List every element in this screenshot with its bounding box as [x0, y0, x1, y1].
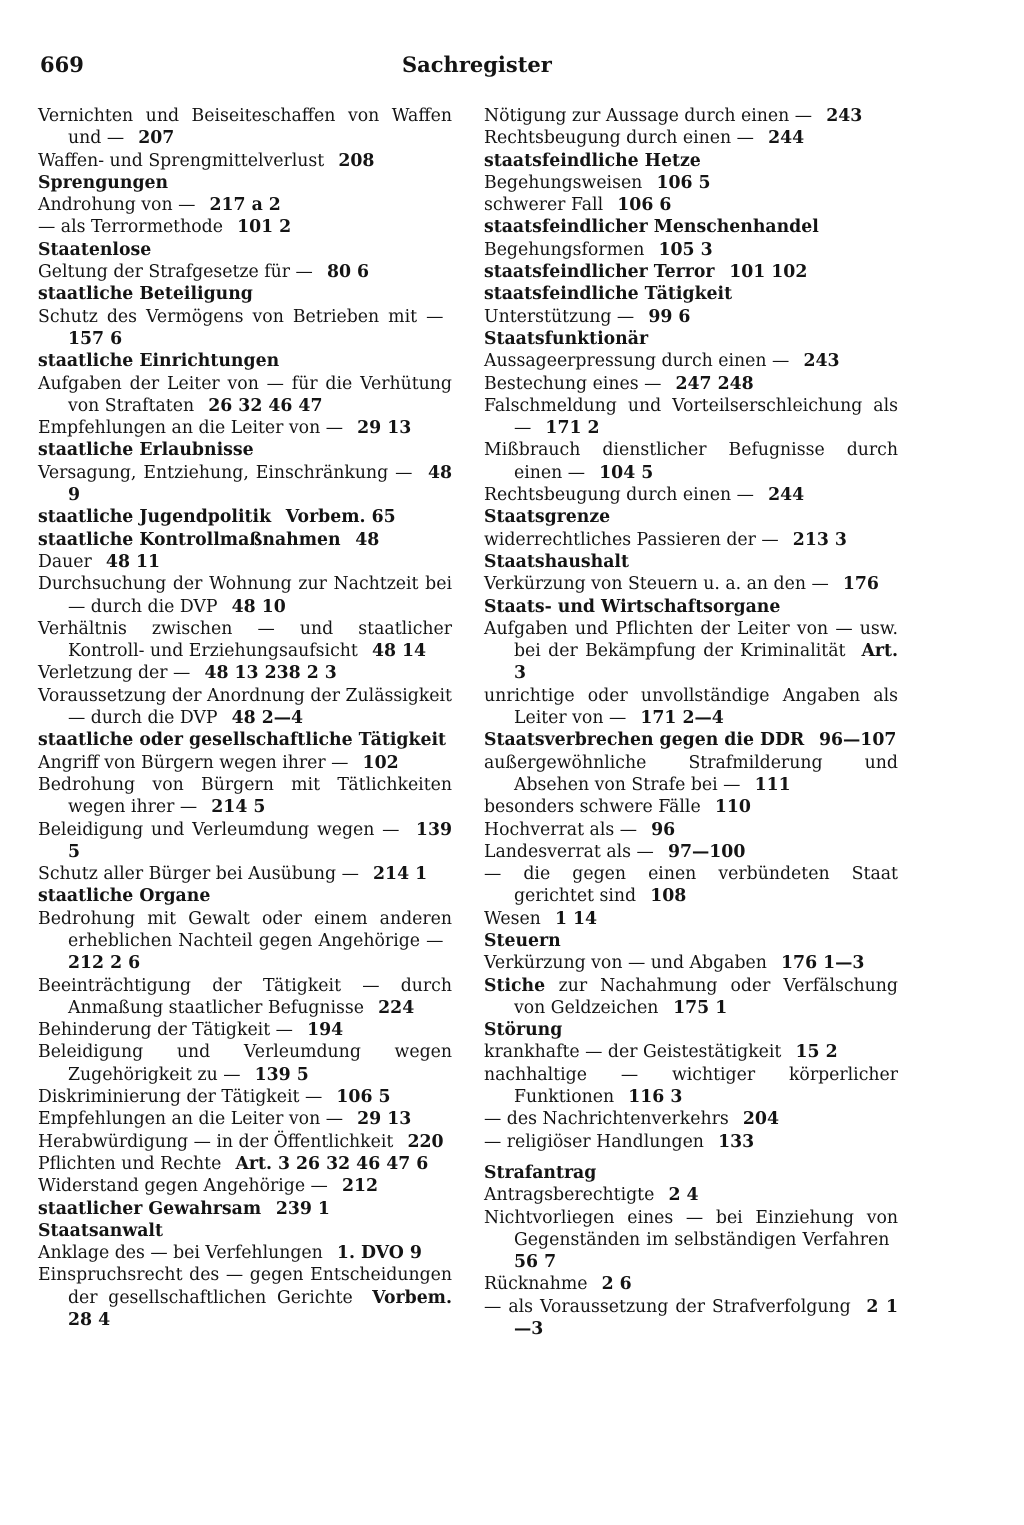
entry-text: Voraussetzung der Anordnung der Zulässigkeit — durch die DVP	[38, 685, 452, 729]
entry-text: Begehungsweisen	[484, 172, 643, 193]
entry-text: staatsfeindliche Hetze	[484, 150, 701, 171]
index-entry	[38, 216, 452, 238]
index-entry	[484, 1064, 898, 1109]
entry-text: Verkürzung von — und Abgaben	[484, 953, 767, 974]
entry-reference: 2 1—3	[514, 1296, 898, 1340]
entry-reference: 110	[714, 797, 751, 818]
page-number: 669	[40, 52, 84, 77]
entry-reference: 214 5	[211, 797, 266, 818]
entry-reference: 175 1	[673, 997, 728, 1018]
entry-text-continued: zur Nachahmung oder Verfälschung von Geldzeichen	[514, 975, 898, 1018]
entry-text: Empfehlungen an die Leiter von —	[38, 418, 343, 439]
entry-text: schwerer Fall	[484, 195, 604, 216]
entry-text: Staatsanwalt	[38, 1220, 163, 1241]
entry-text: Staatenlose	[38, 239, 152, 260]
entry-text: Androhung von —	[38, 195, 196, 216]
entry-text: Herabwürdigung — in der Öffentlichkeit	[38, 1131, 394, 1152]
entry-text: Einspruchsrecht des — gegen Entscheidungen der gesellschaftlichen Gerichte	[38, 1265, 452, 1308]
index-entry	[38, 908, 452, 975]
index-entry	[38, 261, 452, 283]
entry-text: Strafantrag	[484, 1162, 597, 1183]
index-entry	[484, 439, 898, 484]
entry-text: Unterstützung —	[484, 306, 635, 327]
index-heading	[484, 261, 898, 283]
entry-reference: 48 13 238 2 3	[204, 663, 337, 684]
entry-text: außergewöhnliche Strafmilderung und Absehen von Strafe bei —	[484, 752, 898, 795]
entry-text: Steuern	[484, 930, 561, 951]
entry-reference: 96—107	[818, 730, 897, 751]
index-entry	[38, 1019, 452, 1041]
entry-reference: 101 102	[729, 262, 808, 283]
entry-text: Wesen	[484, 908, 541, 929]
index-entry	[484, 1108, 898, 1130]
entry-reference: 104 5	[599, 462, 654, 483]
index-entry	[38, 1153, 452, 1175]
entry-text: Verhältnis zwischen — und staatlicher Kontroll- und Erziehungsaufsicht	[38, 618, 452, 662]
entry-text: Widerstand gegen Angehörige —	[38, 1176, 328, 1197]
entry-text: Aufgaben der Leiter von — für die Verhütung von Straftaten	[38, 373, 452, 416]
entry-text: Aufgaben und Pflichten der Leiter von — usw. bei der Bekämpfung der Kriminalität	[484, 618, 898, 662]
index-heading	[38, 239, 452, 261]
index-heading	[484, 506, 898, 528]
entry-reference: 244	[768, 128, 805, 149]
entry-text: Sprengungen	[38, 172, 169, 193]
entry-reference: 106 5	[336, 1087, 391, 1108]
entry-reference: 176	[842, 574, 879, 595]
index-heading	[38, 439, 452, 461]
index-entry	[38, 1086, 452, 1108]
entry-reference: 239 1	[275, 1198, 330, 1219]
entry-text: staatsfeindlicher Menschenhandel	[484, 217, 819, 238]
index-entry	[484, 819, 898, 841]
entry-text: widerrechtliches Passieren der —	[484, 529, 779, 550]
index-entry	[38, 774, 452, 819]
entry-text: staatsfeindlicher Terror	[484, 262, 715, 283]
entry-text: Hochverrat als —	[484, 819, 638, 840]
entry-text: Falschmeldung und Vorteilserschleichung als —	[484, 395, 898, 439]
index-entry	[484, 194, 898, 216]
index-heading	[38, 1198, 452, 1220]
index-entry	[38, 573, 452, 618]
index-entry	[38, 618, 452, 663]
entry-text: Anklage des — bei Verfehlungen	[38, 1243, 323, 1264]
entry-reference: 139 5	[68, 819, 452, 862]
index-entry	[484, 908, 898, 930]
entry-text: staatliche Kontrollmaßnahmen	[38, 529, 341, 550]
entry-text: Waffen- und Sprengmittelverlust	[38, 150, 325, 171]
index-heading	[484, 216, 898, 238]
entry-reference: 243	[826, 106, 863, 126]
index-entry	[484, 618, 898, 685]
index-entry	[484, 529, 898, 551]
entry-reference: 116 3	[628, 1087, 683, 1108]
entry-reference: 106 5	[656, 172, 711, 193]
entry-text: staatliche Jugendpolitik	[38, 507, 272, 528]
entry-reference: 157 6	[68, 328, 123, 349]
entry-text: Bedrohung mit Gewalt oder einem anderen erheblichen Nachteil gegen Angehörige —	[38, 908, 452, 951]
entry-text: Geltung der Strafgesetze für —	[38, 262, 313, 283]
index-entry	[38, 1175, 452, 1197]
index-entry	[38, 462, 452, 507]
index-heading	[38, 885, 452, 907]
index-heading	[484, 150, 898, 172]
entry-text: nachhaltige — wichtiger körperlicher Funktionen	[484, 1064, 898, 1108]
entry-reference: 208	[338, 150, 375, 171]
entry-reference: 244	[768, 485, 805, 506]
entry-text: Schutz aller Bürger bei Ausübung —	[38, 864, 359, 885]
index-heading	[484, 930, 898, 952]
entry-text: Staatsverbrechen gegen die DDR	[484, 730, 805, 751]
entry-text: Diskriminierung der Tätigkeit —	[38, 1087, 323, 1108]
entry-text: staatliche Beteiligung	[38, 284, 253, 305]
index-entry	[38, 685, 452, 730]
entry-text: Nötigung zur Aussage durch einen —	[484, 106, 813, 126]
entry-reference: 29 13	[357, 1109, 412, 1130]
index-entry	[38, 975, 452, 1020]
entry-text: Rücknahme	[484, 1274, 588, 1295]
index-entry	[38, 1108, 452, 1130]
entry-reference: 96	[651, 819, 676, 840]
entry-text: Staats- und Wirtschaftsorgane	[484, 596, 781, 617]
entry-text: Dauer	[38, 551, 92, 572]
entry-text: Verletzung der —	[38, 663, 191, 684]
entry-text: — als Terrormethode	[38, 217, 223, 238]
index-entry	[484, 105, 898, 127]
entry-text: Stiche	[484, 975, 546, 996]
entry-text: Pflichten und Rechte	[38, 1153, 222, 1174]
entry-text: besonders schwere Fälle	[484, 797, 701, 818]
entry-text: Rechtsbeugung durch einen —	[484, 485, 754, 506]
entry-text: — religiöser Handlungen	[484, 1131, 704, 1152]
entry-reference: 133	[718, 1131, 755, 1152]
entry-text: Begehungsformen	[484, 239, 645, 260]
entry-text: staatliche Erlaubnisse	[38, 440, 254, 461]
entry-reference: 48	[355, 529, 380, 550]
index-heading	[484, 551, 898, 573]
entry-reference: 2 4	[668, 1185, 699, 1206]
entry-reference: 48 11	[105, 551, 161, 572]
entry-reference: 101 2	[237, 217, 292, 238]
page-title: Sachregister	[402, 52, 552, 77]
index-entry	[484, 172, 898, 194]
page-header	[40, 52, 552, 82]
index-entry	[484, 373, 898, 395]
entry-reference: 214 1	[373, 864, 428, 885]
entry-text: — als Voraussetzung der Strafverfolgung	[484, 1296, 851, 1317]
entry-text: Verkürzung von Steuern u. a. an den —	[484, 574, 829, 595]
entry-reference: 220	[407, 1131, 444, 1152]
entry-reference: 108	[650, 886, 687, 907]
entry-text: Staatsfunktionär	[484, 328, 649, 349]
index-heading	[484, 283, 898, 305]
entry-reference: 111	[754, 774, 791, 795]
index-heading	[484, 975, 898, 1020]
entry-reference: 2 6	[601, 1274, 632, 1295]
entry-text: Beeinträchtigung der Tätigkeit — durch Anmaßung staatlicher Befugnisse	[38, 975, 452, 1018]
entry-reference: 48 9	[68, 462, 452, 506]
index-entry	[484, 1131, 898, 1153]
index-heading	[484, 729, 898, 751]
entry-text: Beleidigung und Verleumdung wegen —	[38, 819, 400, 840]
index-entry	[484, 841, 898, 863]
entry-text: Staatsgrenze	[484, 507, 611, 528]
entry-reference: Art. 3 26 32 46 47 6	[235, 1153, 429, 1174]
entry-reference: 1. DVO 9	[336, 1243, 422, 1264]
index-entry	[484, 573, 898, 595]
index-heading	[38, 350, 452, 372]
entry-reference: 48 10	[231, 596, 286, 617]
entry-text: — die gegen einen verbündeten Staat gerichtet sind	[484, 864, 898, 907]
index-column-left	[38, 105, 452, 1331]
index-entry	[38, 373, 452, 418]
entry-reference: 15 2	[795, 1042, 838, 1063]
index-entry	[484, 1207, 898, 1274]
index-entry	[484, 863, 898, 908]
entry-reference: 212 2 6	[68, 953, 141, 974]
entry-reference: 176 1—3	[781, 953, 865, 974]
index-entry	[484, 1041, 898, 1063]
entry-text: staatsfeindliche Tätigkeit	[484, 284, 733, 305]
entry-reference: 213 3	[792, 529, 847, 550]
index-heading	[38, 529, 452, 551]
index-entry	[38, 1264, 452, 1331]
entry-text: Staatshaushalt	[484, 551, 629, 572]
entry-reference: 212	[341, 1176, 379, 1197]
index-entry	[484, 752, 898, 797]
entry-text: Landesverrat als —	[484, 841, 654, 862]
index-entry	[484, 796, 898, 818]
index-entry	[484, 127, 898, 149]
index-entry	[484, 484, 898, 506]
entry-text: Mißbrauch dienstlicher Befugnisse durch einen —	[484, 440, 898, 483]
entry-reference: 26 32 46 47	[208, 395, 323, 416]
index-entry	[38, 194, 452, 216]
index-heading	[484, 1019, 898, 1041]
entry-reference: 207	[138, 128, 175, 149]
entry-reference: 102	[362, 752, 399, 773]
entry-text: Nichtvorliegen eines — bei Einziehung von Gegenständen im selbständigen Verfahren	[484, 1207, 898, 1250]
index-heading	[38, 729, 452, 751]
index-entry	[38, 819, 452, 864]
entry-reference: 171 2	[545, 418, 600, 439]
entry-text: Antragsberechtigte	[484, 1185, 655, 1206]
entry-reference: 29 13	[357, 418, 412, 439]
index-column-right	[484, 105, 898, 1340]
index-heading	[484, 1162, 898, 1184]
index-entry	[38, 417, 452, 439]
entry-reference: 204	[742, 1109, 779, 1130]
entry-reference: Vorbem. 65	[285, 507, 396, 528]
entry-text: Empfehlungen an die Leiter von —	[38, 1109, 343, 1130]
index-heading	[38, 506, 452, 528]
entry-text: Vernichten und Beiseiteschaffen von Waffen und —	[38, 106, 452, 149]
entry-reference: 48 14	[371, 641, 427, 662]
entry-text: Angriff von Bürgern wegen ihrer —	[38, 752, 349, 773]
index-heading	[38, 172, 452, 194]
entry-reference: 105 3	[658, 239, 713, 260]
entry-text: staatliche oder gesellschaftliche Tätigkeit	[38, 730, 447, 751]
index-entry	[38, 150, 452, 172]
entry-reference: 80 6	[326, 262, 370, 283]
entry-reference: 56 7	[514, 1252, 557, 1273]
index-heading	[38, 1220, 452, 1242]
entry-reference: 139 5	[254, 1064, 309, 1085]
entry-reference: 1 14	[554, 908, 598, 929]
entry-text: staatliche Organe	[38, 886, 211, 907]
entry-text: Durchsuchung der Wohnung zur Nachtzeit bei — durch die DVP	[38, 574, 452, 617]
index-entry	[38, 752, 452, 774]
entry-reference: 243	[803, 351, 840, 372]
index-entry	[38, 662, 452, 684]
entry-text: krankhafte — der Geistestätigkeit	[484, 1042, 782, 1063]
index-heading	[38, 283, 452, 305]
index-entry	[38, 863, 452, 885]
index-entry	[484, 952, 898, 974]
entry-reference: Vorbem. 28 4	[68, 1287, 452, 1331]
index-heading	[484, 596, 898, 618]
entry-text: Bedrohung von Bürgern mit Tätlichkeiten wegen ihrer —	[38, 774, 452, 818]
entry-reference: 171 2—4	[640, 708, 724, 729]
entry-reference: 99 6	[648, 306, 691, 327]
entry-text: unrichtige oder unvollständige Angaben als Leiter von —	[484, 685, 898, 729]
index-entry	[484, 395, 898, 440]
entry-reference: 194	[307, 1020, 344, 1041]
entry-text: Bestechung eines —	[484, 373, 662, 394]
index-entry	[38, 105, 452, 150]
entry-text: Versagung, Entziehung, Einschränkung —	[38, 462, 413, 483]
index-entry	[38, 306, 452, 351]
index-entry	[38, 1242, 452, 1264]
entry-text: Störung	[484, 1020, 563, 1041]
index-entry	[484, 1273, 898, 1295]
entry-reference: 217 a 2	[209, 195, 281, 216]
entry-text: Schutz des Vermögens von Betrieben mit —	[38, 306, 444, 327]
entry-reference: 224	[378, 997, 415, 1018]
entry-reference: 247 248	[675, 373, 754, 394]
entry-text: Behinderung der Tätigkeit —	[38, 1020, 293, 1041]
index-entry	[38, 1041, 452, 1086]
entry-text: — des Nachrichtenverkehrs	[484, 1109, 729, 1130]
entry-text: staatliche Einrichtungen	[38, 351, 280, 372]
index-heading	[484, 328, 898, 350]
index-entry	[38, 1131, 452, 1153]
index-entry	[484, 239, 898, 261]
index-entry	[484, 1184, 898, 1206]
index-entry	[38, 551, 452, 573]
entry-text: Rechtsbeugung durch einen —	[484, 128, 754, 149]
entry-text: Beleidigung und Verleumdung wegen Zugehörigkeit zu —	[38, 1042, 452, 1085]
entry-reference: 48 2—4	[231, 708, 304, 729]
entry-text: staatlicher Gewahrsam	[38, 1198, 262, 1219]
index-entry	[484, 306, 898, 328]
index-entry	[484, 1296, 898, 1341]
index-entry	[484, 685, 898, 730]
index-entry	[484, 350, 898, 372]
entry-reference: Art. 3	[514, 641, 898, 684]
entry-reference: 106 6	[617, 195, 672, 216]
entry-reference: 97—100	[667, 841, 746, 862]
entry-text: Aussageerpressung durch einen —	[484, 351, 790, 372]
